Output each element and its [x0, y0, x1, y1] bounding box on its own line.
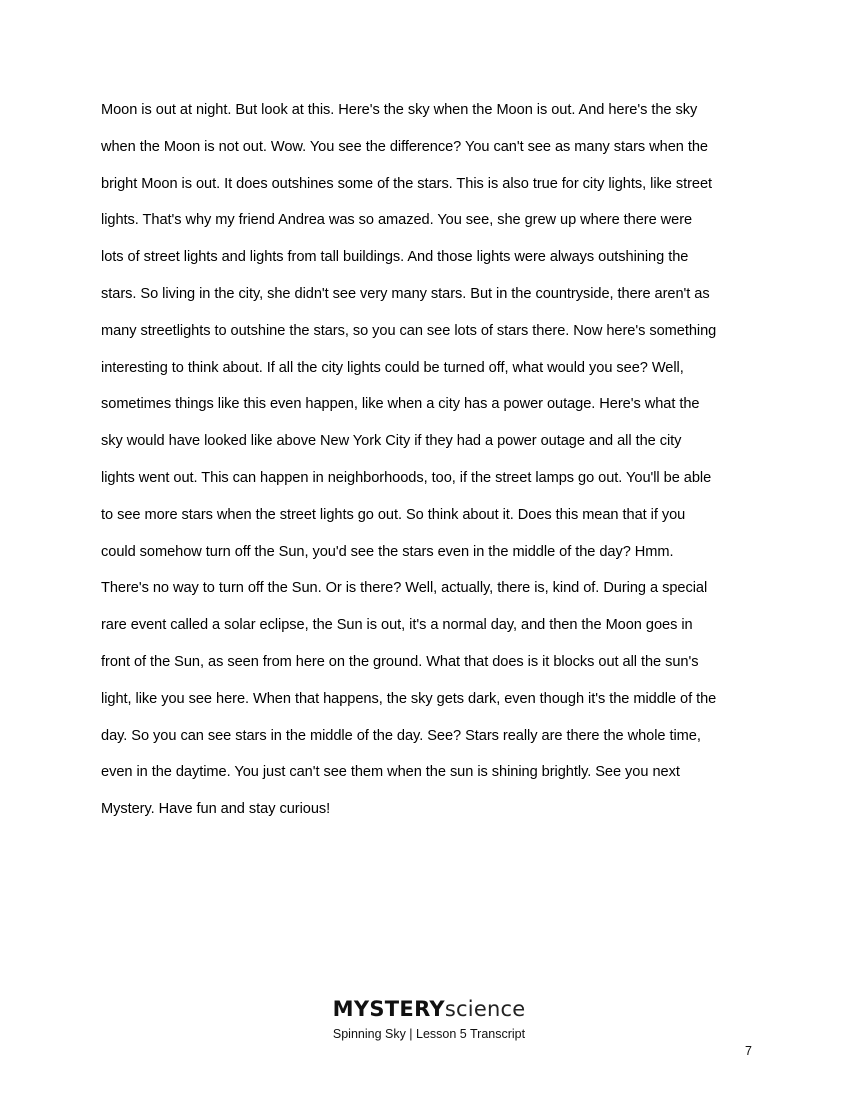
- transcript-line: There's no way to turn off the Sun. Or is there? Well, actually, there is, kind of. During a special: [101, 580, 708, 597]
- logo-wordmark-bold: MYSTERY: [332, 997, 445, 1021]
- mystery-science-logo: [333, 995, 526, 1023]
- transcript-line: stars. So living in the city, she didn't see very many stars. But in the countryside, there aren't as: [101, 285, 710, 302]
- transcript-line: when the Moon is not out. Wow. You see the difference? You can't see as many stars when the: [101, 138, 708, 155]
- transcript-line: day. So you can see stars in the middle of the day. See? Stars really are there the whole time,: [101, 727, 701, 744]
- transcript-line: lights went out. This can happen in neighborhoods, too, if the street lamps go out. You'll be able: [101, 469, 712, 486]
- logo-wordmark-light: science: [444, 997, 526, 1021]
- transcript-line: lights. That's why my friend Andrea was so amazed. You see, she grew up where there were: [101, 212, 693, 229]
- transcript-line: lots of street lights and lights from tall buildings. And those lights were always outshining the: [101, 249, 689, 266]
- transcript-line: sometimes things like this even happen, like when a city has a power outage. Here's what the: [101, 396, 700, 413]
- page-number: 7: [745, 1044, 752, 1058]
- transcript-line: rare event called a solar eclipse, the Sun is out, it's a normal day, and then the Moon goes in: [101, 617, 693, 634]
- transcript-line: Mystery. Have fun and stay curious!: [101, 801, 331, 818]
- transcript-body: [101, 97, 761, 833]
- transcript-line: sky would have looked like above New York City if they had a power outage and all the city: [101, 433, 682, 450]
- transcript-line: interesting to think about. If all the city lights could be turned off, what would you see? Well,: [101, 359, 684, 376]
- transcript-line: many streetlights to outshine the stars, so you can see lots of stars there. Now here's something: [101, 322, 717, 339]
- transcript-line: bright Moon is out. It does outshines some of the stars. This is also true for city lights, like street: [101, 175, 713, 192]
- transcript-line: even in the daytime. You just can't see them when the sun is shining brightly. See you next: [101, 764, 680, 781]
- transcript-line: to see more stars when the street lights go out. So think about it. Does this mean that if you: [101, 506, 686, 523]
- transcript-line: light, like you see here. When that happens, the sky gets dark, even though it's the middle of the: [101, 690, 717, 707]
- page-footer: [0, 995, 858, 1041]
- transcript-line: could somehow turn off the Sun, you'd see the stars even in the middle of the day? Hmm.: [101, 543, 674, 560]
- transcript-line: front of the Sun, as seen from here on the ground. What that does is it blocks out all the sun's: [101, 653, 699, 670]
- footer-caption: Spinning Sky | Lesson 5 Transcript: [332, 1027, 526, 1041]
- transcript-line: Moon is out at night. But look at this. Here's the sky when the Moon is out. And here's the sky: [101, 102, 698, 118]
